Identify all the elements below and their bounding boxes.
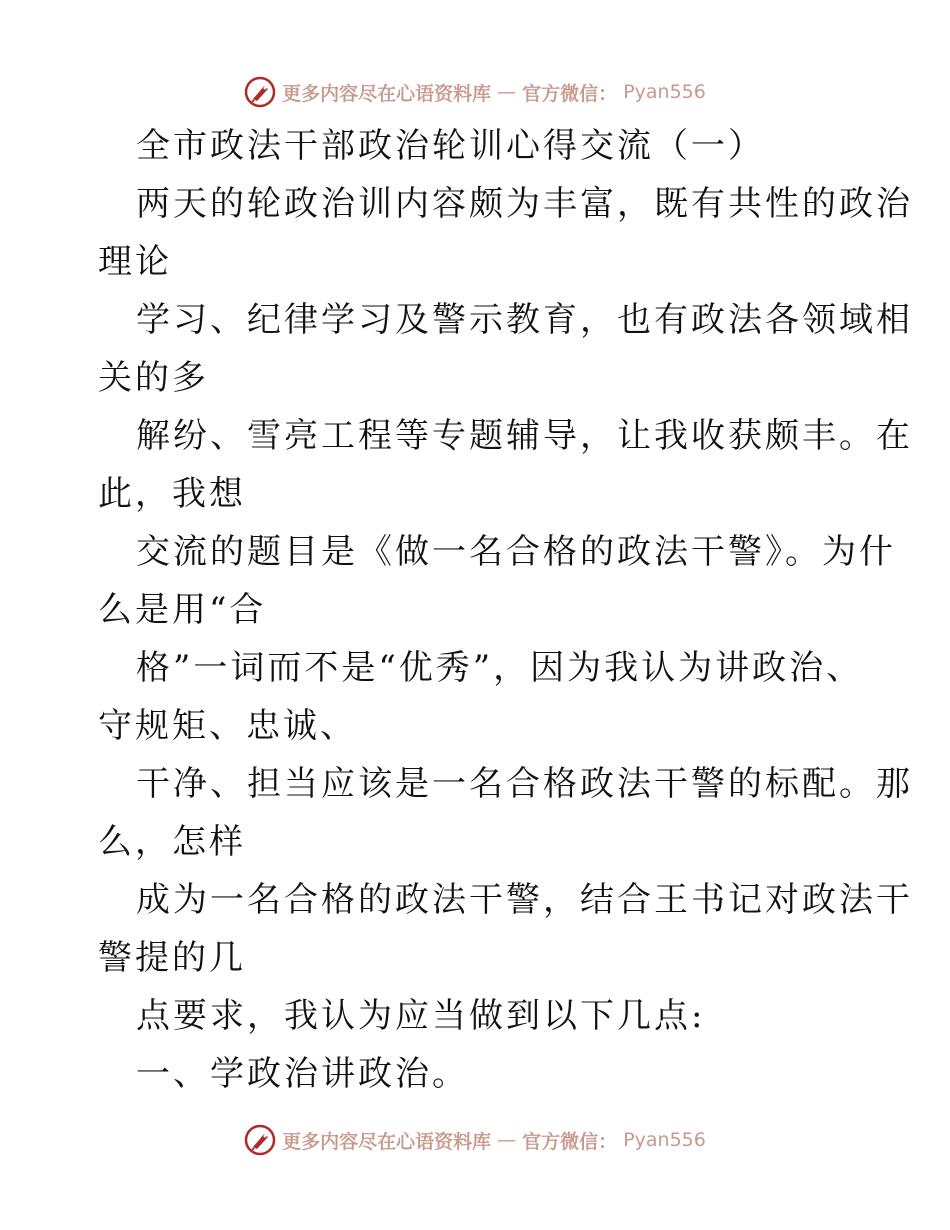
watermark-official-prefix: 官方微信： [522, 82, 618, 105]
doc-line: 关的多 [98, 358, 209, 398]
doc-line: 两天的轮政治训内容颇为丰富，既有共性的政治 [136, 184, 913, 224]
watermark-wechat-id: Pyan556 [623, 81, 706, 103]
doc-line: 此，我想 [98, 474, 246, 514]
watermark-wechat-id: Pyan556 [623, 1129, 706, 1151]
doc-line: 点要求，我认为应当做到以下几点: [136, 996, 706, 1036]
watermark-separator: — [497, 81, 517, 103]
doc-line: 理论 [98, 242, 172, 282]
doc-line: 干净、担当应该是一名合格政法干警的标配。那 [136, 764, 913, 804]
doc-line: 守规矩、忠诚、 [98, 706, 357, 746]
watermark-separator: — [497, 1129, 517, 1151]
doc-line: 成为一名合格的政法干警，结合王书记对政法干 [136, 880, 913, 920]
watermark-brand: 更多内容尽在心语资料库 [282, 1130, 492, 1153]
doc-line: 警提的几 [98, 938, 246, 978]
doc-line: 解纷、雪亮工程等专题辅导，让我收获颇丰。在 [136, 416, 913, 456]
pen-nib-logo-icon [244, 1124, 276, 1156]
doc-heading: 一、学政治讲政治。 [136, 1054, 469, 1094]
watermark-official-prefix: 官方微信： [522, 1130, 618, 1153]
doc-line: 学习、纪律学习及警示教育，也有政法各领域相 [136, 300, 913, 340]
document-body [98, 117, 913, 1103]
footer-watermark [0, 1120, 950, 1160]
doc-line: 么是用“合 [98, 590, 267, 630]
doc-title: 全市政法干部政治轮训心得交流（一） [136, 126, 765, 166]
pen-nib-logo-icon [244, 76, 276, 108]
header-watermark [0, 72, 950, 112]
doc-line: 格”一词而不是“优秀”，因为我认为讲政治、 [136, 648, 864, 688]
doc-line: 么，怎样 [98, 822, 246, 862]
doc-line: 交流的题目是《做一名合格的政法干警》。为什 [136, 532, 896, 572]
watermark-brand: 更多内容尽在心语资料库 [282, 82, 492, 105]
